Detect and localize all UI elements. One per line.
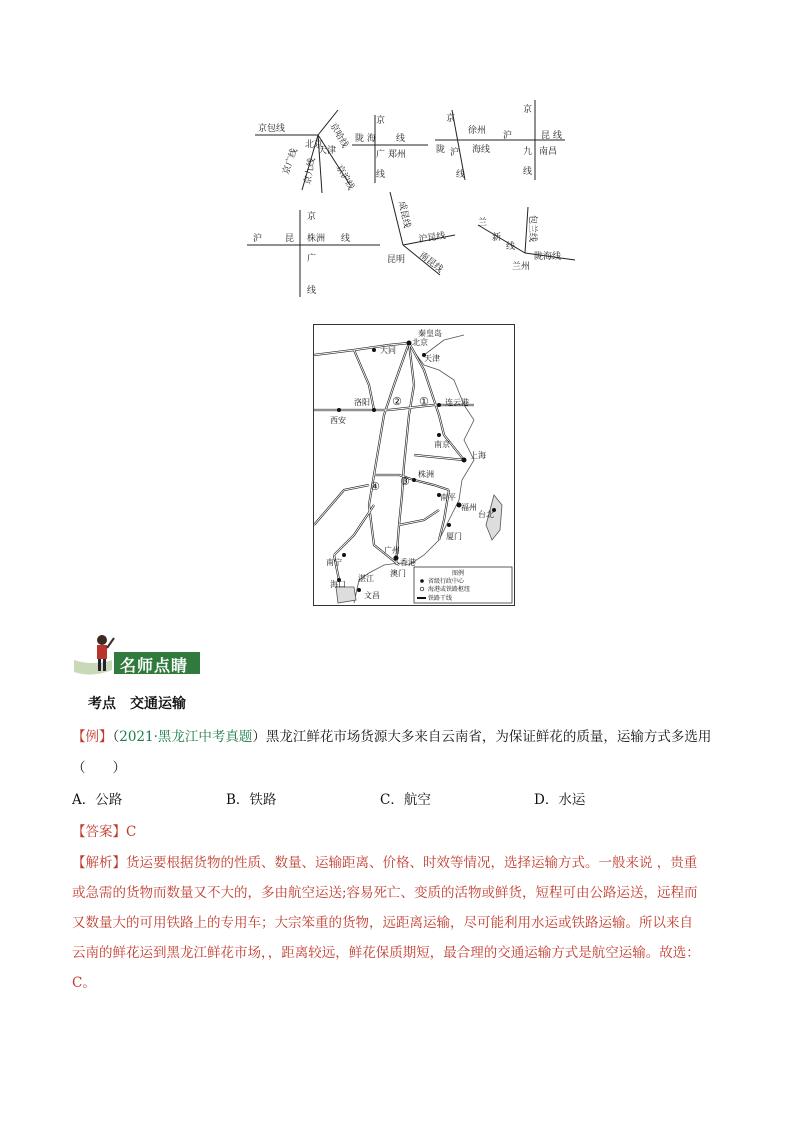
city-qinhuangdao: 秦皇岛	[418, 329, 442, 338]
line-char: 线	[307, 286, 317, 296]
jingjiu-line-label: 京九线	[303, 157, 318, 186]
legend-hub: 海港或铁路枢纽	[428, 586, 471, 593]
junction-diagram-lanzhou	[470, 205, 580, 280]
line-char: 线	[553, 131, 563, 141]
analysis-line-4: 云南的鲜花运到黑龙江鲜花市场，，距离较远，鲜花保质期短，最合理的交通运输方式是航空运输。故选：	[72, 945, 700, 961]
city-haikou: 海口	[330, 580, 346, 589]
junction-diagram-kunming	[385, 190, 465, 280]
marker-1: ①	[419, 395, 429, 408]
legend-title: 图例	[452, 570, 465, 577]
zhuzhou-label: 株洲	[307, 234, 326, 244]
city-nanjing: 南京	[434, 440, 450, 449]
jing-char: 京	[523, 105, 533, 115]
guang-char: 广	[376, 150, 386, 160]
badge-title: 名师点睛	[120, 656, 189, 675]
junction-diagram-zhengzhou	[350, 105, 430, 185]
chengkun-line-label: 成昆线	[396, 200, 412, 230]
kunming-label: 昆明	[387, 255, 406, 265]
line-char: 线	[341, 234, 351, 244]
city-nanning: 南宁	[326, 558, 342, 567]
nankun-line-label: 南昆线	[417, 250, 445, 275]
city-lianyungang: 连云港	[445, 398, 469, 407]
lan-char: 兰	[478, 218, 488, 228]
city-hongkong: 香港	[400, 558, 416, 567]
answer-value: C	[126, 824, 137, 840]
kaodian-heading: 考点 交通运输	[88, 696, 186, 712]
source-open: （	[112, 729, 120, 745]
option-c: C．航空	[380, 792, 431, 808]
city-fuzhou: 福州	[461, 503, 477, 512]
longhai-chars: 陇 海	[355, 134, 376, 144]
analysis-paragraph	[72, 848, 732, 998]
example-tag: 【例】	[72, 729, 113, 745]
city-xiamen: 厦门	[446, 532, 462, 541]
analysis-line-5: C。	[72, 975, 96, 991]
jiu-char: 九	[523, 147, 533, 157]
answer-tag: 【答案】	[72, 824, 126, 840]
line-char: 线	[376, 170, 386, 180]
jing-char: 京	[446, 114, 456, 124]
junction-diagram-beijing	[250, 105, 360, 195]
zhengzhou-label: 郑州	[388, 150, 407, 160]
analysis-line-3: 又数量大的可用铁路上的专用车；大宗笨重的货物，远距离运输，尽可能利用水运或铁路运输。所以来自	[72, 915, 693, 931]
analysis-line-2: 或急需的货物而数量又不大的，多由航空运送;容易死亡、变质的活物或鲜货，短程可由公路运送，远程而	[72, 885, 698, 901]
marker-2: ②	[392, 395, 402, 408]
city-zhanjiang: 湛江	[358, 574, 374, 583]
line-char: 线	[396, 134, 406, 144]
city-macau: 澳门	[390, 569, 406, 578]
hu-char: 沪	[450, 148, 460, 158]
jingbao-line-label: 京包线	[258, 124, 286, 134]
jingha-line-label: 京哈线	[327, 121, 350, 150]
source-year: 2021·	[119, 729, 158, 745]
lanzhou-label: 兰州	[512, 262, 531, 272]
jingguang-line-label: 京广线	[281, 147, 301, 177]
line-char: 线	[506, 242, 516, 252]
legend-capital: 省级行政中心	[428, 578, 465, 585]
kun-char: 昆	[541, 131, 551, 141]
option-d: D．水运	[534, 792, 586, 808]
line-char: 线	[456, 170, 466, 180]
nanchang-label: 南昌	[539, 147, 558, 157]
long-char: 陇	[436, 145, 446, 155]
city-beijing: 北京	[412, 338, 428, 347]
question-line	[72, 727, 711, 747]
guang-char: 广	[307, 254, 317, 264]
hu-char: 沪	[253, 234, 263, 244]
city-datong: 大同	[380, 346, 396, 355]
city-shanghai: 上海	[470, 451, 486, 460]
hukun-line-label: 沪昆线	[418, 231, 447, 245]
railway-map	[313, 324, 515, 606]
city-zhuzhou: 株洲	[418, 470, 434, 479]
source-name: 黑龙江中考真题	[157, 729, 253, 745]
baolan-line-label: 包兰线	[527, 215, 537, 243]
analysis-line-1: 货运要根据货物的性质、数量、运输距离、价格、时效等情况，选择运输方式。一般来说 ，贵重	[126, 855, 698, 871]
answer-blank: （ ）	[72, 760, 126, 776]
city-tianjin: 天津	[424, 354, 440, 363]
badge-wave-icon	[74, 660, 112, 675]
hai-line-chars: 海线	[472, 145, 491, 155]
option-b: B．铁路	[226, 792, 277, 808]
xin-char: 新	[492, 233, 502, 243]
city-nanping: 南平	[440, 493, 456, 502]
city-guangzhou: 广州	[384, 546, 400, 555]
city-wenchang: 文昌	[364, 591, 380, 600]
junction-diagram-nanchang	[495, 98, 580, 183]
jing-char: 京	[307, 212, 317, 222]
junction-diagram-zhuzhou	[245, 205, 385, 300]
jing-char: 京	[376, 116, 386, 126]
kun-char: 昆	[285, 234, 295, 244]
marker-3: ③	[400, 475, 410, 488]
source-close: ）	[252, 729, 266, 745]
beijing-label: 北京	[305, 140, 324, 150]
jinghu-line-label: 京沪线	[333, 163, 356, 192]
option-a: A．公路	[72, 792, 123, 808]
teacher-tip-badge	[72, 630, 212, 680]
city-taipei: 台北	[478, 510, 494, 519]
line-char: 线	[523, 167, 533, 177]
analysis-tag: 【解析】	[72, 855, 126, 871]
answer-line	[72, 822, 136, 842]
xuzhou-label: 徐州	[468, 126, 487, 136]
longhai-line-label: 陇海线	[534, 252, 562, 262]
hu-char: 沪	[503, 131, 513, 141]
legend-railway: 铁路干线	[428, 595, 453, 602]
city-xian: 西安	[330, 416, 346, 425]
marker-4: ④	[370, 480, 380, 493]
tianjin-label: 天津	[318, 146, 337, 156]
city-luoyang: 洛阳	[354, 398, 370, 407]
question-text: 黑龙江鲜花市场货源大多来自云南省，为保证鲜花的质量，运输方式多选用	[265, 729, 712, 745]
